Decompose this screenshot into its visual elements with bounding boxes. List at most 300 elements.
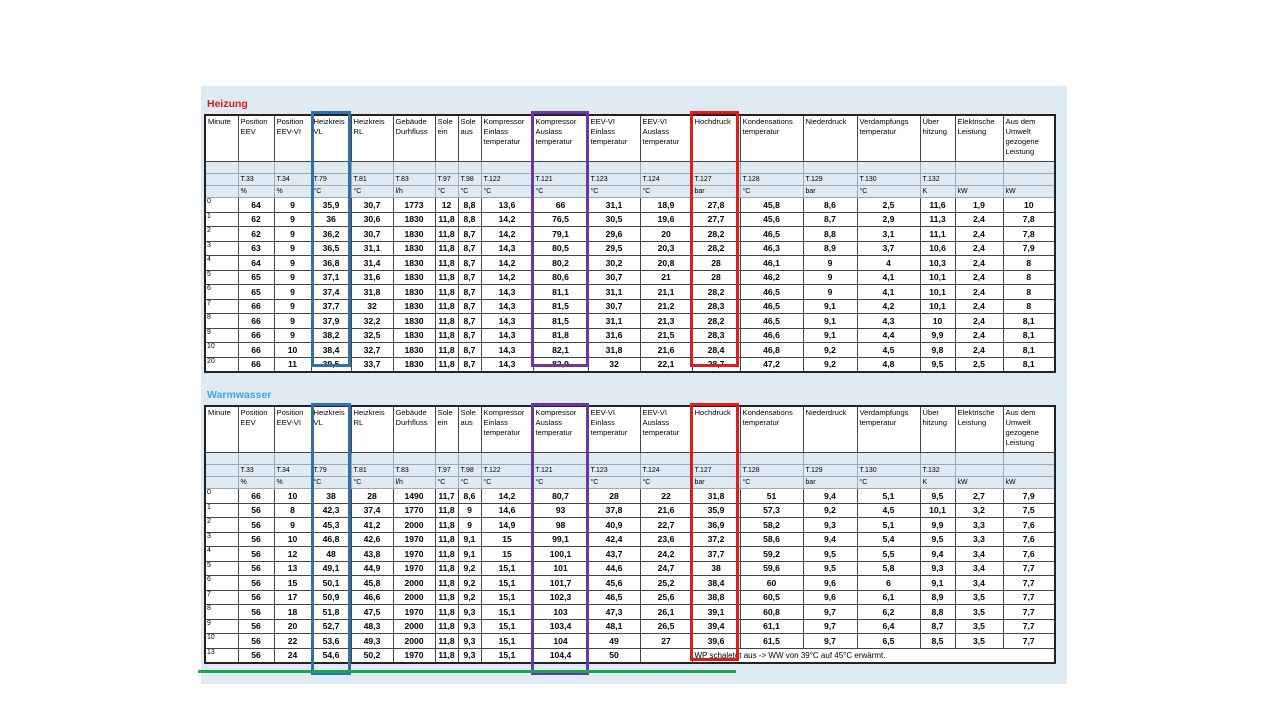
sensor-code-cell: T.132 — [920, 465, 955, 477]
value-cell: 7,7 — [1003, 590, 1055, 605]
unit-cell: °C — [640, 477, 692, 489]
value-cell: 11,8 — [435, 299, 458, 314]
value-cell: 11,8 — [435, 270, 458, 285]
value-cell: 11,8 — [435, 227, 458, 242]
value-cell: 11,8 — [435, 241, 458, 256]
column-header: Über hitzung — [920, 115, 955, 162]
unit-cell: °C — [458, 477, 481, 489]
blank-cell — [920, 453, 955, 465]
column-header: EEV-VI Auslass temperatur — [640, 406, 692, 453]
sensor-code-cell: T.124 — [640, 174, 692, 186]
unit-cell: °C — [857, 186, 920, 198]
table-row — [205, 299, 1055, 314]
unit-cell: °C — [351, 477, 393, 489]
unit-cell: kW — [1003, 186, 1055, 198]
value-cell: 104 — [533, 634, 588, 649]
value-cell: 9 — [274, 256, 311, 271]
value-cell: 32 — [588, 357, 640, 372]
value-cell: 21,6 — [640, 503, 692, 518]
value-cell: 9,8 — [920, 343, 955, 358]
value-cell: 36,9 — [692, 518, 740, 533]
value-cell: 56 — [238, 619, 274, 634]
value-cell: 45,6 — [740, 212, 803, 227]
value-cell: 24 — [274, 648, 311, 663]
value-cell: 9,2 — [458, 561, 481, 576]
value-cell: 28,2 — [692, 285, 740, 300]
value-cell: 64 — [238, 256, 274, 271]
value-cell: 13 — [274, 561, 311, 576]
value-cell: 48 — [311, 547, 351, 562]
value-cell: 15,1 — [481, 561, 533, 576]
column-header: Sole ein — [435, 115, 458, 162]
column-header: Minute — [205, 406, 238, 453]
value-cell: 4 — [857, 256, 920, 271]
blank-cell — [311, 453, 351, 465]
value-cell: 10 — [920, 314, 955, 329]
blank-cell — [274, 162, 311, 174]
value-cell: 7,7 — [1003, 619, 1055, 634]
column-header: Gebäude Durhfluss — [393, 406, 435, 453]
value-cell: 9,5 — [920, 489, 955, 504]
value-cell: 14,3 — [481, 285, 533, 300]
value-cell: 46,1 — [740, 256, 803, 271]
sensor-code-cell: T.129 — [803, 174, 857, 186]
column-header: EEV-VI Einlass temperatur — [588, 406, 640, 453]
sensor-code-cell: T.98 — [458, 465, 481, 477]
value-cell: 40,9 — [588, 518, 640, 533]
value-cell: 32,5 — [351, 328, 393, 343]
value-cell: 9 — [803, 285, 857, 300]
value-cell: 7,9 — [1003, 241, 1055, 256]
value-cell: 31,1 — [588, 198, 640, 213]
value-cell: 9 — [274, 198, 311, 213]
unit-cell: °C — [311, 477, 351, 489]
value-cell: 80,5 — [533, 241, 588, 256]
blank-cell — [740, 453, 803, 465]
value-cell: 8 — [1003, 299, 1055, 314]
value-cell: 9,7 — [803, 619, 857, 634]
table-row — [205, 270, 1055, 285]
value-cell: 66 — [238, 328, 274, 343]
sensor-code-cell: T.127 — [692, 174, 740, 186]
value-cell: 25,2 — [640, 576, 692, 591]
value-cell: 48,1 — [588, 619, 640, 634]
green-underline — [198, 670, 736, 673]
value-cell: 31,8 — [588, 343, 640, 358]
value-cell: 9,6 — [803, 576, 857, 591]
unit-cell: °C — [588, 186, 640, 198]
value-cell: 22,1 — [640, 357, 692, 372]
unit-cell: °C — [481, 477, 533, 489]
value-cell: 15,1 — [481, 648, 533, 663]
table-row — [205, 489, 1055, 504]
value-cell: 8,1 — [1003, 343, 1055, 358]
value-cell: 9,9 — [920, 518, 955, 533]
unit-cell: °C — [311, 186, 351, 198]
value-cell: 9,3 — [458, 648, 481, 663]
value-cell: 7,7 — [1003, 605, 1055, 620]
value-cell: 14,9 — [481, 518, 533, 533]
value-cell: 14,3 — [481, 299, 533, 314]
value-cell: 9,2 — [458, 576, 481, 591]
value-cell: 9,3 — [920, 561, 955, 576]
value-cell: 28,3 — [692, 328, 740, 343]
value-cell: 2,4 — [955, 270, 1003, 285]
value-cell: 9 — [274, 518, 311, 533]
minute-cell: 7 — [205, 590, 238, 605]
value-cell: 36,2 — [311, 227, 351, 242]
value-cell: 7,9 — [1003, 489, 1055, 504]
value-cell: 45,3 — [311, 518, 351, 533]
table-row — [205, 605, 1055, 620]
value-cell: 28 — [588, 489, 640, 504]
value-cell: 28,2 — [692, 227, 740, 242]
value-cell: 31,1 — [588, 314, 640, 329]
value-cell: 9,6 — [803, 590, 857, 605]
value-cell: 25,6 — [640, 590, 692, 605]
value-cell: 30,7 — [351, 227, 393, 242]
column-header: Sole aus — [458, 115, 481, 162]
value-cell: 3,5 — [955, 634, 1003, 649]
blank-cell — [740, 162, 803, 174]
value-cell: 9 — [458, 503, 481, 518]
sensor-code-cell — [955, 174, 1003, 186]
value-cell: 15,1 — [481, 619, 533, 634]
table-row — [205, 561, 1055, 576]
value-cell: 15 — [481, 547, 533, 562]
value-cell: 26,1 — [640, 605, 692, 620]
value-cell: 28,4 — [692, 343, 740, 358]
value-cell: 22 — [274, 634, 311, 649]
value-cell: 28 — [351, 489, 393, 504]
column-header: Position EEV-VI — [274, 115, 311, 162]
value-cell: 8,8 — [458, 212, 481, 227]
unit-cell: bar — [692, 186, 740, 198]
value-cell: 21,1 — [640, 285, 692, 300]
sensor-code-cell: T.97 — [435, 465, 458, 477]
value-cell: 3,7 — [857, 241, 920, 256]
value-cell: 6 — [857, 576, 920, 591]
blank-cell — [1003, 453, 1055, 465]
value-cell: 66 — [533, 198, 588, 213]
value-cell: 66 — [238, 314, 274, 329]
value-cell: 2000 — [393, 518, 435, 533]
value-cell: 56 — [238, 634, 274, 649]
blank-cell — [435, 162, 458, 174]
value-cell: 29,5 — [588, 241, 640, 256]
value-cell: 103,4 — [533, 619, 588, 634]
sensor-code-cell: T.128 — [740, 465, 803, 477]
value-cell: 8,6 — [803, 198, 857, 213]
value-cell: 9 — [274, 328, 311, 343]
value-cell: 11,8 — [435, 576, 458, 591]
value-cell: 49,1 — [311, 561, 351, 576]
value-cell: 9,1 — [458, 532, 481, 547]
value-cell: 39,1 — [692, 605, 740, 620]
value-cell: 8 — [274, 503, 311, 518]
sensor-code-cell: T.127 — [692, 465, 740, 477]
value-cell: 37,8 — [588, 503, 640, 518]
value-cell: 9 — [803, 270, 857, 285]
value-cell: 45,8 — [740, 198, 803, 213]
value-cell: 5,8 — [857, 561, 920, 576]
value-cell: 14,2 — [481, 227, 533, 242]
value-cell: 11,8 — [435, 314, 458, 329]
blank-cell — [692, 453, 740, 465]
value-cell: 52,7 — [311, 619, 351, 634]
value-cell: 9 — [274, 270, 311, 285]
unit-cell: % — [238, 186, 274, 198]
column-header: Verdampfungs temperatur — [857, 406, 920, 453]
value-cell: 2,4 — [955, 256, 1003, 271]
value-cell: 98 — [533, 518, 588, 533]
value-cell: 5,1 — [857, 489, 920, 504]
sensor-code-cell: T.81 — [351, 465, 393, 477]
sensor-code-cell: T.97 — [435, 174, 458, 186]
column-header: Sole aus — [458, 406, 481, 453]
value-cell: 18 — [274, 605, 311, 620]
value-cell: 8,1 — [1003, 328, 1055, 343]
value-cell: 36,5 — [311, 241, 351, 256]
value-cell: 56 — [238, 561, 274, 576]
value-cell: 38,4 — [311, 343, 351, 358]
value-cell: 11,1 — [920, 227, 955, 242]
sensor-code-cell: T.132 — [920, 174, 955, 186]
value-cell: 5,4 — [857, 532, 920, 547]
unit-cell: °C — [435, 186, 458, 198]
value-cell: 8,8 — [920, 605, 955, 620]
value-cell: 56 — [238, 532, 274, 547]
value-cell: 66 — [238, 357, 274, 372]
minute-cell: 6 — [205, 576, 238, 591]
value-cell: 10,1 — [920, 503, 955, 518]
value-cell: 42,4 — [588, 532, 640, 547]
value-cell: 8,7 — [458, 357, 481, 372]
value-cell: 8 — [1003, 285, 1055, 300]
unit-cell: °C — [481, 186, 533, 198]
column-header: Minute — [205, 115, 238, 162]
value-cell: 9,3 — [803, 518, 857, 533]
value-cell: 2,4 — [955, 227, 1003, 242]
unit-cell: °C — [533, 477, 588, 489]
unit-cell: °C — [435, 477, 458, 489]
value-cell: 19,6 — [640, 212, 692, 227]
value-cell: 10 — [274, 532, 311, 547]
value-cell: 4,5 — [857, 503, 920, 518]
column-header: EEV-VI Einlass temperatur — [588, 115, 640, 162]
table-row — [205, 503, 1055, 518]
value-cell: 15,1 — [481, 576, 533, 591]
value-cell: 2,4 — [955, 314, 1003, 329]
value-cell: 56 — [238, 503, 274, 518]
value-cell: 46,6 — [740, 328, 803, 343]
value-cell: 93 — [533, 503, 588, 518]
value-cell: 37,4 — [351, 503, 393, 518]
value-cell: 11,8 — [435, 256, 458, 271]
minute-cell: 0 — [205, 198, 238, 213]
value-cell: 8,6 — [458, 489, 481, 504]
warmwasser-note: WP schaletet aus -> WW von 39°C auf 45°C erwärmt. — [692, 648, 1055, 663]
value-cell: 9 — [458, 518, 481, 533]
value-cell: 81,5 — [533, 299, 588, 314]
value-cell: 82,1 — [533, 343, 588, 358]
unit-cell: °C — [533, 186, 588, 198]
value-cell: 10 — [274, 489, 311, 504]
unit-cell: kW — [955, 186, 1003, 198]
minute-cell: 10 — [205, 343, 238, 358]
column-header: Position EEV-VI — [274, 406, 311, 453]
blank-cell — [351, 162, 393, 174]
value-cell: 43,8 — [351, 547, 393, 562]
value-cell: 31,1 — [351, 241, 393, 256]
sensor-code-cell: T.128 — [740, 174, 803, 186]
value-cell: 14,6 — [481, 503, 533, 518]
value-cell: 7,8 — [1003, 212, 1055, 227]
value-cell: 10 — [1003, 198, 1055, 213]
value-cell: 103 — [533, 605, 588, 620]
value-cell: 4,5 — [857, 343, 920, 358]
unit-cell: % — [274, 186, 311, 198]
value-cell: 46,5 — [740, 227, 803, 242]
value-cell: 9,5 — [920, 532, 955, 547]
table-row — [205, 241, 1055, 256]
value-cell: 26,5 — [640, 619, 692, 634]
value-cell: 11,8 — [435, 212, 458, 227]
value-cell: 3,1 — [857, 227, 920, 242]
minute-cell: 0 — [205, 489, 238, 504]
value-cell: 1,9 — [955, 198, 1003, 213]
value-cell: 15,1 — [481, 605, 533, 620]
value-cell: 66 — [238, 299, 274, 314]
heizung-title: Heizung — [207, 98, 248, 110]
column-header: Kompressor Auslass temperatur — [533, 115, 588, 162]
value-cell: 37,4 — [311, 285, 351, 300]
value-cell: 9,1 — [458, 547, 481, 562]
unit-cell: °C — [640, 186, 692, 198]
value-cell: 56 — [238, 648, 274, 663]
value-cell: 9 — [803, 256, 857, 271]
value-cell: 50 — [588, 648, 640, 663]
value-cell: 9,1 — [803, 328, 857, 343]
unit-cell: bar — [803, 186, 857, 198]
column-header: Heizkreis VL — [311, 115, 351, 162]
blank-cell — [393, 453, 435, 465]
sensor-code-cell: T.121 — [533, 465, 588, 477]
sensor-code-cell: T.83 — [393, 174, 435, 186]
blank-cell — [640, 453, 692, 465]
value-cell: 104,4 — [533, 648, 588, 663]
value-cell: 38,8 — [692, 590, 740, 605]
blank-cell — [955, 453, 1003, 465]
value-cell: 11,6 — [920, 198, 955, 213]
value-cell: 14,3 — [481, 314, 533, 329]
value-cell: 31,1 — [588, 285, 640, 300]
sensor-code-cell: T.79 — [311, 174, 351, 186]
value-cell: 6,4 — [857, 619, 920, 634]
value-cell: 10 — [274, 343, 311, 358]
value-cell: 51,8 — [311, 605, 351, 620]
value-cell: 27 — [640, 634, 692, 649]
value-cell: 7,6 — [1003, 547, 1055, 562]
minute-cell: 4 — [205, 256, 238, 271]
value-cell: 14,2 — [481, 212, 533, 227]
value-cell: 99,1 — [533, 532, 588, 547]
column-header: Elektrische Leistung — [955, 406, 1003, 453]
value-cell: 11,8 — [435, 590, 458, 605]
value-cell: 6,2 — [857, 605, 920, 620]
value-cell: 2,4 — [955, 328, 1003, 343]
value-cell: 17 — [274, 590, 311, 605]
unit-cell: °C — [740, 477, 803, 489]
column-header: Heizkreis RL — [351, 406, 393, 453]
value-cell: 7,7 — [1003, 561, 1055, 576]
column-header: Kondensations temperatur — [740, 115, 803, 162]
value-cell: 60,8 — [740, 605, 803, 620]
warmwasser-table — [204, 405, 1056, 664]
value-cell: 45,6 — [588, 576, 640, 591]
value-cell: 11,8 — [435, 547, 458, 562]
value-cell: 12 — [435, 198, 458, 213]
value-cell: 31,6 — [588, 328, 640, 343]
value-cell: 80,6 — [533, 270, 588, 285]
value-cell: 1830 — [393, 256, 435, 271]
sensor-code-cell: T.34 — [274, 465, 311, 477]
value-cell: 15 — [274, 576, 311, 591]
value-cell: 8,8 — [458, 198, 481, 213]
sensor-code-cell: T.122 — [481, 174, 533, 186]
value-cell: 9 — [274, 241, 311, 256]
column-header: Kompressor Einlass temperatur — [481, 115, 533, 162]
table-row — [205, 619, 1055, 634]
value-cell: 14,3 — [481, 328, 533, 343]
value-cell: 60,5 — [740, 590, 803, 605]
value-cell: 81,1 — [533, 285, 588, 300]
value-cell: 76,5 — [533, 212, 588, 227]
table-row — [205, 576, 1055, 591]
sensor-code-cell: T.123 — [588, 465, 640, 477]
value-cell: 9 — [274, 227, 311, 242]
blank-cell — [955, 162, 1003, 174]
value-cell: 1970 — [393, 532, 435, 547]
value-cell: 9,3 — [458, 634, 481, 649]
value-cell: 30,7 — [588, 299, 640, 314]
blank-cell — [274, 453, 311, 465]
value-cell: 27,7 — [692, 212, 740, 227]
value-cell: 7,7 — [1003, 634, 1055, 649]
value-cell: 30,5 — [588, 212, 640, 227]
table-row — [205, 328, 1055, 343]
unit-cell: °C — [351, 186, 393, 198]
value-cell: 11,8 — [435, 518, 458, 533]
value-cell: 37,7 — [692, 547, 740, 562]
value-cell: 12 — [274, 547, 311, 562]
value-cell: 8 — [1003, 270, 1055, 285]
value-cell: 56 — [238, 605, 274, 620]
value-cell: 3,3 — [955, 518, 1003, 533]
value-cell: 41,2 — [351, 518, 393, 533]
value-cell: 81,8 — [533, 328, 588, 343]
value-cell: 9,7 — [803, 605, 857, 620]
value-cell: 8,7 — [803, 212, 857, 227]
value-cell: 37,7 — [311, 299, 351, 314]
value-cell: 7,5 — [1003, 503, 1055, 518]
value-cell: 14,2 — [481, 270, 533, 285]
value-cell: 42,3 — [311, 503, 351, 518]
value-cell: 24,2 — [640, 547, 692, 562]
value-cell: 11,8 — [435, 648, 458, 663]
value-cell: 8,7 — [458, 241, 481, 256]
value-cell: 6,1 — [857, 590, 920, 605]
